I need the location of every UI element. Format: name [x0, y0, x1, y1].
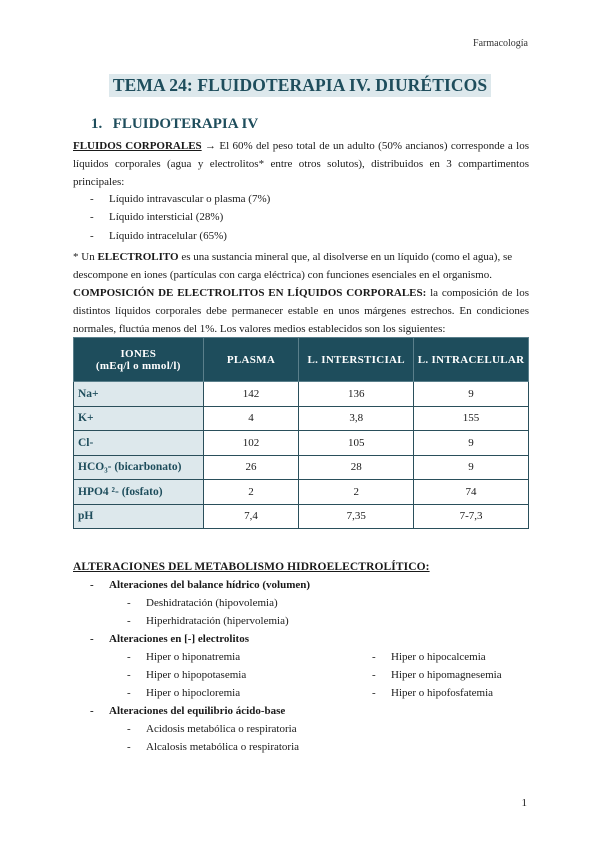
table-row: Cl- 102 105 9: [74, 431, 529, 456]
list-item: - Acidosis metabólica o respiratoria: [127, 723, 297, 735]
table-header-row: [74, 338, 529, 382]
header-subject: Farmacología: [473, 38, 528, 49]
list-item: - Líquido intravascular o plasma (7%): [90, 193, 271, 205]
section-heading: [91, 116, 258, 133]
composition-paragraph: [73, 284, 529, 338]
table-row: Na+ 142 136 9: [74, 382, 529, 407]
col-header-interstitial: L. INTERSTICIAL: [299, 338, 414, 382]
list-item: - Hiperhidratación (hipervolemia): [127, 615, 289, 627]
title-container: [0, 74, 600, 97]
intro-paragraph: [73, 137, 529, 191]
composition-heading: COMPOSICIÓN DE ELECTROLITOS EN LÍQUIDOS CORPORALES:: [73, 287, 427, 299]
list-item: - Alcalosis metabólica o respiratoria: [127, 741, 300, 753]
list-item: - Hiper o hipocalcemia: [372, 651, 486, 663]
note-bold: ELECTROLITO: [97, 251, 179, 263]
page-title: TEMA 24: FLUIDOTERAPIA IV. DIURÉTICOS: [109, 74, 491, 97]
list-item: - Líquido intersticial (28%): [90, 211, 224, 224]
list-item: - Hiper o hipofosfatemia: [372, 687, 494, 699]
intro-label: FLUIDOS CORPORALES: [73, 140, 202, 152]
list-item: - Hiper o hiponatremia: [127, 651, 241, 663]
list-item: - Hiper o hipomagnesemia: [372, 669, 502, 681]
note-text: es una sustancia mineral que, al disolverse en un líquido (como el agua), se descompone en iones (partículas con carga eléctrica) con funciones esenciales en el organismo.: [73, 251, 513, 281]
table-row: HCO₃- (bicarbonato) 26 28 9: [74, 455, 529, 480]
table-row: HPO4 ²- (fosfato) 2 2 74: [74, 480, 529, 505]
list-item: - Deshidratación (hipovolemia): [127, 597, 278, 609]
list-item: - Hiper o hipocloremia: [127, 687, 241, 699]
list-item: - Líquido intracelular (65%): [90, 229, 227, 242]
page-number: 1: [521, 797, 527, 809]
arrow-icon: →: [205, 140, 217, 152]
col-header-plasma: PLASMA: [203, 338, 299, 382]
composition-text: la composición de los distintos líquidos corporales debe permanecer estable en unos márgenes estrechos. En condiciones normales, fluctúa menos del 1%. Los valores medios establecidos son los siguientes:: [73, 287, 529, 335]
table-row: pH 7,4 7,35 7-7,3: [74, 504, 529, 529]
alterations-heading: ALTERACIONES DEL METABOLISMO HIDROELECTROLÍTICO:: [73, 561, 430, 573]
electrolyte-note: * Un ELECTROLITO es una sustancia mineral que, al disolverse en un líquido (como el agua), se descompone en iones (partículas con carga eléctrica) con funciones esenciales en el organismo.: [73, 251, 513, 281]
alteration-group-title: - Alteraciones del balance hídrico (volumen): [90, 579, 311, 591]
col-header-ions: IONES (mEq/l o mmol/l): [74, 338, 204, 382]
section-heading-text: FLUIDOTERAPIA IV: [112, 116, 259, 132]
section-number: 1.: [91, 116, 103, 132]
electrolyte-table: [73, 337, 529, 529]
table-row: K+ 4 3,8 155: [74, 406, 529, 431]
alteration-group-title: - Alteraciones en [-] electrolitos: [90, 633, 249, 645]
alteration-group-title: - Alteraciones del equilibrio ácido-base: [90, 705, 286, 717]
list-item: - Hiper o hipopotasemia: [127, 669, 247, 681]
intro-text: El 60% del peso total de un adulto (50% ancianos) corresponde a los líquidos corporales (agua y electrolitos* entre otros solutos), distribuidos en 3 compartimentos principales:: [73, 140, 530, 188]
col-header-intracellular: L. INTRACELULAR: [414, 338, 529, 382]
compartment-list: [90, 190, 270, 245]
